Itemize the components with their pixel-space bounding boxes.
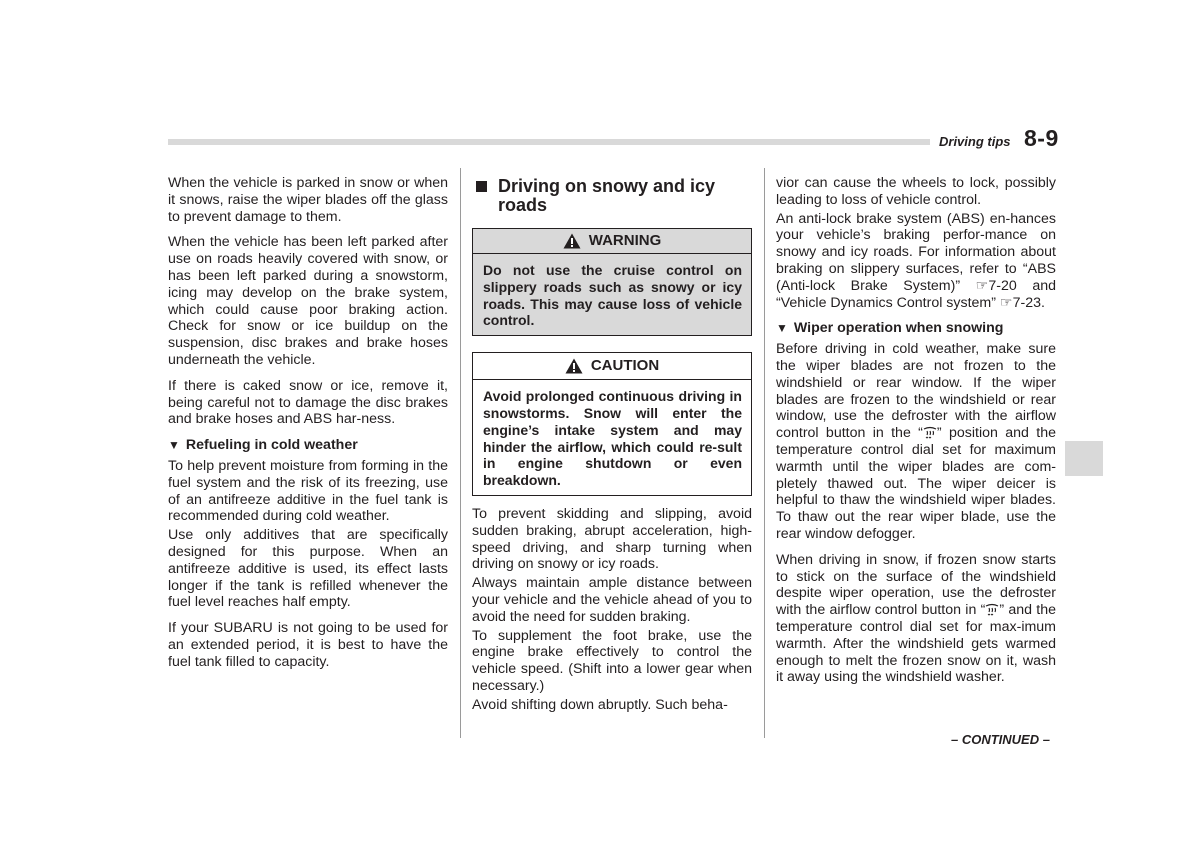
driving-in-snow-part1: When driving in snow, if frozen snow starts to stick on the surface of the windshield despite wiper operation, use the defroster with the airflow control button in “ [776,551,1056,619]
abs-text-part1: An anti-lock brake system (ABS) en-hances your vehicle’s braking perfor-mance on snowy and icy roads. For information about braking on slippery surfaces, refer to “ABS (Anti-lock Brake System)” [776,210,1056,294]
before-driving-part1: Before driving in cold weather, make sure the wiper blades are not frozen to the windshield or rear window. If the wiper blades are frozen to the windshield or rear window, use the defroster with the airflow control button in the “ [776,341,1056,442]
warning-label: WARNING [588,231,662,249]
paragraph-maintain-distance: Always maintain ample distance between your vehicle and the vehicle ahead of you to avoid the need for sudden braking. [472,575,752,625]
abs-text-part2: and “Vehicle Dynamics Control system” [776,277,1056,311]
column-left [168,175,448,680]
vdc-reference-link: 7-23. [1012,294,1045,311]
driving-in-snow-part2: ” and the temperature control dial set for max-imum warmth. After the windshield gets warmed enough to melt the frozen snow on it, wash it away using the windshield washer. [776,602,1056,686]
header-bar [168,139,930,145]
abs-reference-link: 7-20 [988,277,1017,294]
section-title [472,177,752,215]
warning-triangle-icon [563,233,581,249]
warning-header [473,229,751,254]
continued-label: – CONTINUED – [951,732,1050,747]
page-number: 8-9 [1024,125,1059,151]
paragraph-icing-brakes: When the vehicle has been left parked after use on roads heavily covered with snow, or has been left parked during a snowstorm, icing may develop on the brake system, which could cause poor braking action. Check for snow or ice buildup on the suspension, disc brakes and brake hoses underneath the vehicle. [168,234,448,368]
section-title-text: Driving on snowy and icy roads [498,176,716,215]
header-section-title: Driving tips [939,134,1011,149]
caution-text: Avoid prolonged continuous driving in snowstorms. Snow will enter the engine’s intake system and may hinder the airflow, which could re-sult in engine shutdown or even breakdown. [483,388,742,489]
defroster-icon [985,602,999,616]
column-right [776,175,1056,695]
warning-text: Do not use the cruise control on slippery roads such as snowy or icy roads. This may cause loss of vehicle control. [473,254,751,335]
paragraph-abs [776,211,1056,312]
defroster-icon [923,425,937,439]
chapter-tab [1065,441,1103,476]
column-middle [472,175,752,723]
reference-icon: ☞ [975,277,989,294]
paragraph-parked-in-snow: When the vehicle is parked in snow or when it snows, raise the wiper blades off the glass to prevent damage to them. [168,175,448,225]
reference-icon: ☞ [999,294,1013,311]
paragraph-antifreeze-additive: To help prevent moisture from forming in the fuel system and the risk of its freezing, use of an antifreeze additive in the fuel tank is recommended during cold weather. [168,457,448,525]
paragraph-avoid-shifting: Avoid shifting down abruptly. Such beha- [472,696,728,713]
paragraph-engine-brake: To supplement the foot brake, use the engine brake effectively to control the vehicle speed. (Shift into a lower gear when necessary.) [472,627,752,694]
caution-box [472,352,752,496]
triangle-down-icon: ▼ [776,321,788,336]
warning-box [472,228,752,336]
before-driving-part2: ” position and the temperature control dial set for maximum warmth until the wiper blades are com-pletely thawed out. The wiper deicer is helpful to thaw the windshield wiper blades. To thaw out the rear wiper blade, use the rear window defogger. [776,425,1056,542]
caution-header [473,353,751,380]
paragraph-wheels-lock: vior can cause the wheels to lock, possibly leading to loss of vehicle control. [776,175,1056,208]
caution-triangle-icon [565,358,583,374]
paragraph-before-driving [776,341,1056,543]
paragraph-use-additives: Use only additives that are specifically designed for this purpose. When an antifreeze additive is used, its effect lasts longer if the tank is refilled whenever the fuel level reaches half empty. [168,527,448,611]
square-bullet-icon [476,181,487,192]
refueling-heading [168,437,448,454]
paragraph-fuel-tank-capacity: If your SUBARU is not going to be used for an extended period, it is best to have the fuel tank filled to capacity. [168,620,448,670]
triangle-down-icon: ▼ [168,438,180,453]
wiper-heading [776,320,1056,337]
caution-label: CAUTION [590,356,660,374]
paragraph-driving-in-snow [776,552,1056,686]
paragraph-prevent-skidding: To prevent skidding and slipping, avoid sudden braking, abrupt acceleration, high-speed driving, and sharp turning when driving on snowy or icy roads. [472,505,752,573]
paragraph-caked-snow: If there is caked snow or ice, remove it, being careful not to damage the disc brakes and brake hoses and ABS har-ness. [168,377,448,428]
column-divider-left [460,168,461,738]
refueling-heading-label: Refueling in cold weather [185,437,358,454]
column-divider-right [764,168,765,738]
wiper-heading-label: Wiper operation when snowing [793,320,1004,337]
